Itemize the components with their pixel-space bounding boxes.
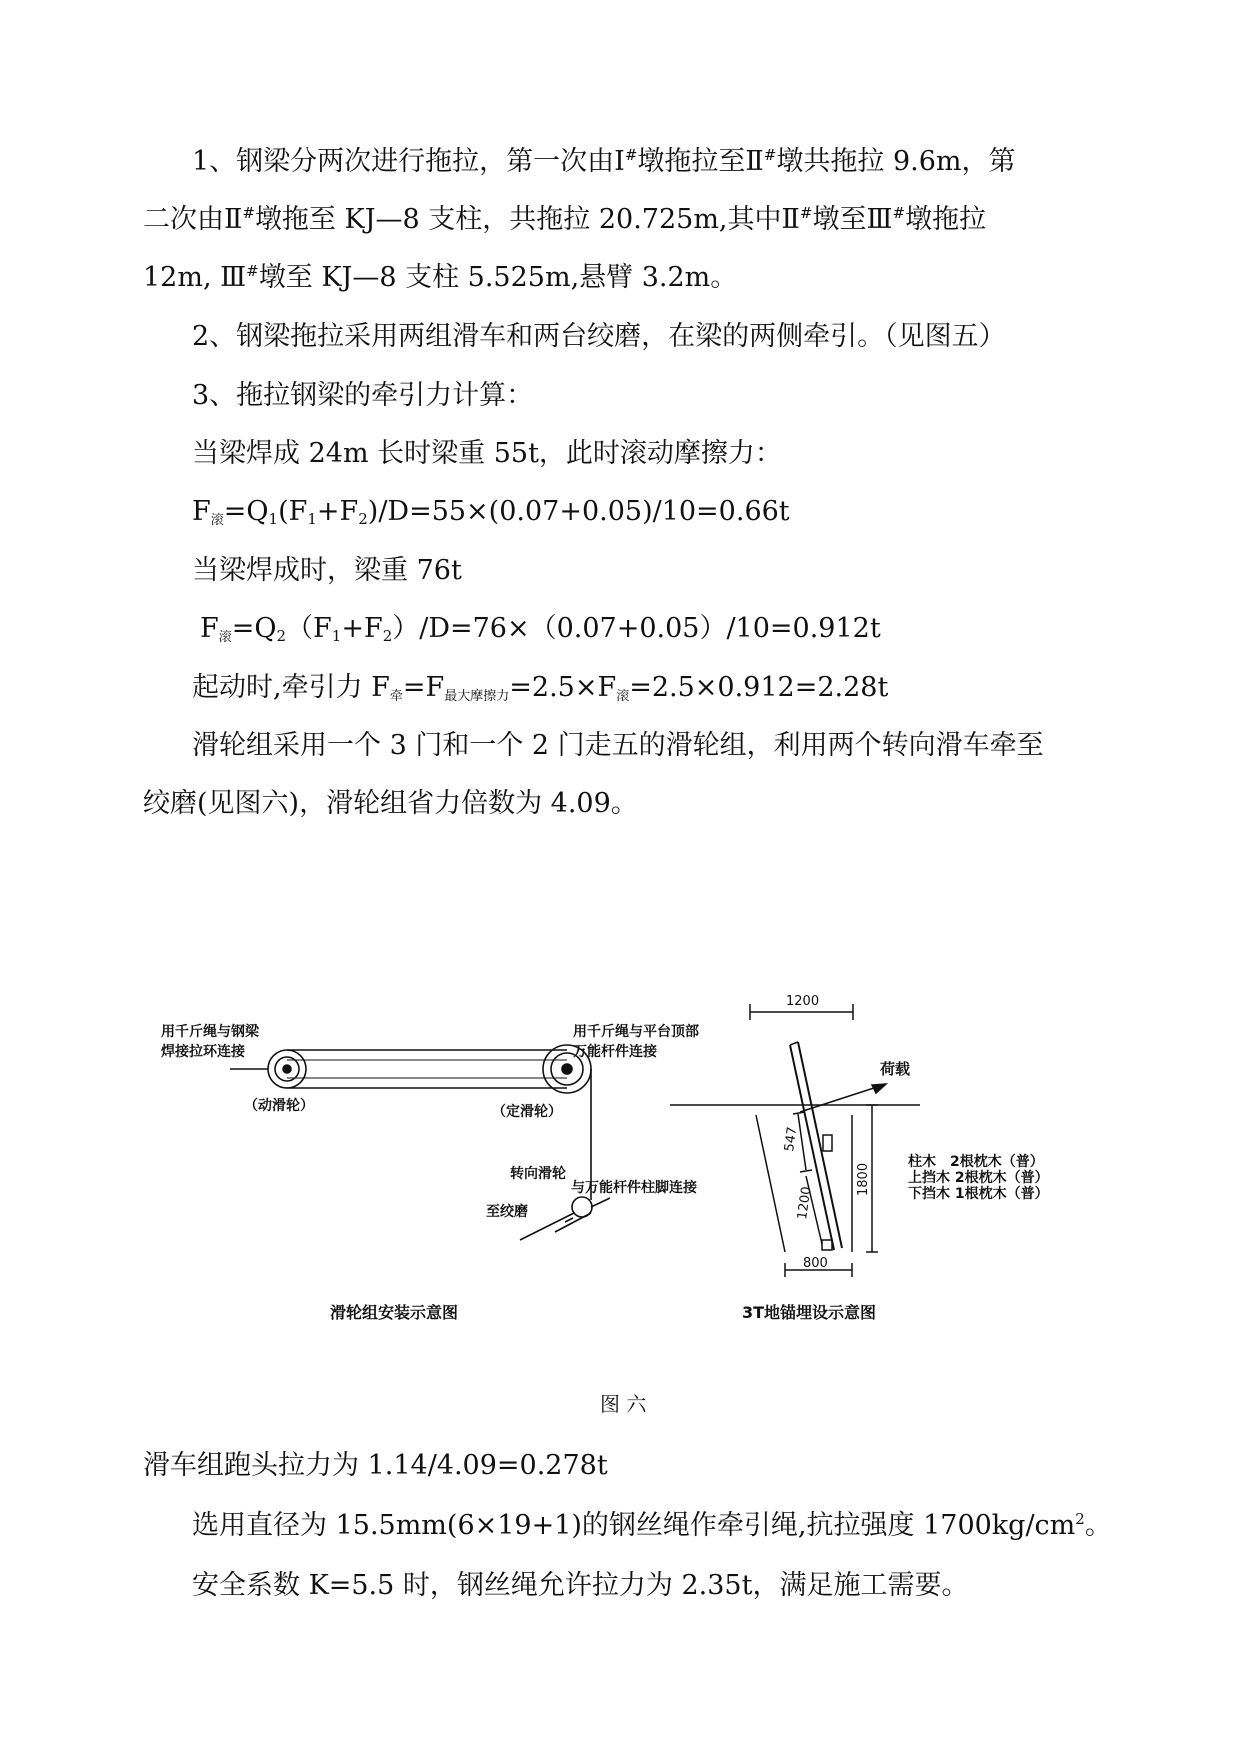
superscript: 2: [1075, 1510, 1085, 1528]
label-top-right-2: 万能杆件连接: [573, 1044, 657, 1060]
label-to-winch: 至绞磨: [486, 1204, 528, 1220]
load-arrow-head-icon: [872, 1084, 886, 1093]
superscript: #: [799, 204, 813, 222]
text: 二次由Ⅱ: [143, 204, 243, 235]
text: 墩至Ⅲ: [812, 204, 893, 235]
legend-line-1: 柱木 2根枕木（普）: [908, 1154, 1044, 1170]
text: 12m, Ⅲ: [143, 262, 247, 293]
text: 起动时,牵引力 F: [192, 672, 390, 703]
text: 墩拖拉: [905, 204, 987, 235]
subscript: 2: [276, 627, 287, 645]
superscript: #: [242, 204, 255, 222]
turning-pulley-anchor: [591, 1198, 610, 1207]
para3: 3、拖拉钢梁的牵引力计算：: [192, 380, 534, 411]
text: =F: [402, 672, 445, 703]
superscript: #: [624, 146, 638, 164]
para6-line2: 绞磨(见图六)，滑轮组省力倍数为 4.09。: [143, 788, 638, 819]
turning-pulley-tick: [565, 1218, 573, 1222]
para4: 当梁焊成 24m 长时梁重 55t，此时滚动摩擦力：: [192, 438, 782, 469]
trench-left-wall: [756, 1115, 785, 1252]
lower-block: [822, 1240, 832, 1250]
label-top-left-2: 焊接拉环连接: [161, 1044, 245, 1060]
text: =2.5×F: [509, 672, 617, 703]
rope-to-winch-2: [555, 1213, 591, 1232]
text: =Q: [231, 613, 277, 644]
subscript: 1: [331, 627, 342, 645]
text: =2.5×0.912=2.28t: [629, 672, 889, 703]
subscript: 牵: [389, 689, 403, 704]
subscript: 滚: [210, 513, 224, 528]
label-movable-pulley: （动滑轮）: [244, 1098, 314, 1114]
para7: 滑车组跑头拉力为 1.14/4.09=0.278t: [143, 1450, 608, 1481]
subscript: 2: [358, 510, 368, 528]
text: F: [200, 613, 219, 644]
para6-line1: 滑轮组采用一个 3 门和一个 2 门走五的滑轮组，利用两个转向滑车牵至: [192, 730, 1044, 761]
label-top-left-1: 用千斤绳与钢梁: [161, 1024, 259, 1040]
superscript: #: [892, 204, 906, 222]
dim-547-line: [798, 1114, 806, 1170]
para9: 安全系数 K=5.5 时，钢丝绳允许拉力为 2.35t，满足施工需要。: [192, 1570, 969, 1601]
caption-anchor: 3T地锚埋设示意图: [742, 1303, 877, 1322]
text: 墩拖至 KJ—8 支柱，共拖拉 20.725m,其中Ⅱ: [254, 204, 800, 235]
subscript: 最大摩擦力: [444, 689, 510, 704]
anchor-post-top: [790, 1042, 798, 1045]
text: 1、钢梁分两次进行拖拉，第一次由Ⅰ: [192, 146, 625, 177]
para5: 当梁焊成时，梁重 76t: [192, 555, 462, 586]
dim-top-label: 1200: [786, 994, 820, 1009]
label-top-right-1: 用千斤绳与平台顶部: [573, 1024, 699, 1040]
text: （F: [286, 613, 332, 644]
text: 选用直径为 15.5mm(6×19+1)的钢丝绳作牵引绳,抗拉强度 1700kg/cm: [192, 1510, 1076, 1541]
pulley-diagram: [230, 1045, 610, 1240]
subscript: 滚: [218, 630, 232, 645]
text: (F: [278, 496, 308, 527]
upper-block: [823, 1135, 832, 1151]
para2: 2、钢梁拖拉采用两组滑车和两台绞磨，在梁的两侧牵引。（见图五）: [192, 321, 1006, 352]
text: +F: [316, 496, 359, 527]
caption-pulley: 滑轮组安装示意图: [330, 1303, 459, 1322]
load-arrow-line: [800, 1086, 880, 1112]
dim-547-tick-top: [793, 1112, 805, 1114]
para8: [192, 1512, 1112, 1539]
text: =Q: [223, 496, 269, 527]
subscript: 2: [382, 627, 393, 645]
dim-1200-label: 1200: [795, 1185, 815, 1221]
text: ）/D=76×（0.07+0.05）/10=0.912t: [392, 613, 881, 644]
subscript: 1: [307, 510, 317, 528]
superscript: #: [246, 262, 259, 280]
text: 墩共拖拉 9.6m，第: [776, 146, 1016, 177]
text: 。: [1084, 1510, 1112, 1541]
legend-line-2: 上挡木 2根枕木（普）: [908, 1170, 1049, 1186]
anchor-labels: [782, 994, 1049, 1271]
movable-pulley-axle: [283, 1065, 291, 1073]
subscript: 1: [268, 510, 279, 528]
figure-title: 图 六: [600, 1392, 647, 1416]
label-fixed-pulley: （定滑轮）: [492, 1104, 562, 1120]
text: F: [192, 496, 211, 527]
text: 墩至 KJ—8 支柱 5.525m,悬臂 3.2m。: [258, 262, 738, 293]
subscript: 滚: [616, 689, 630, 704]
pulley-labels: [160, 1023, 699, 1220]
fixed-pulley-axle: [562, 1064, 572, 1074]
dim-800-label: 800: [803, 1256, 828, 1271]
dim-547-label: 547: [782, 1125, 801, 1153]
figure-captions: [330, 1303, 876, 1322]
label-turning-pulley: 转向滑轮: [510, 1166, 566, 1182]
text: +F: [341, 613, 383, 644]
label-column-connect: 与万能杆件柱脚连接: [571, 1180, 697, 1196]
dim-547-tick-bottom: [800, 1170, 812, 1172]
dim-1800-label: 1800: [856, 1162, 871, 1196]
text: )/D=55×(0.07+0.05)/10=0.66t: [367, 496, 790, 527]
load-label: 荷载: [880, 1060, 911, 1078]
text: 墩拖拉至Ⅱ: [637, 146, 764, 177]
legend-line-3: 下挡木 1根枕木（普）: [908, 1186, 1049, 1202]
superscript: #: [763, 146, 777, 164]
